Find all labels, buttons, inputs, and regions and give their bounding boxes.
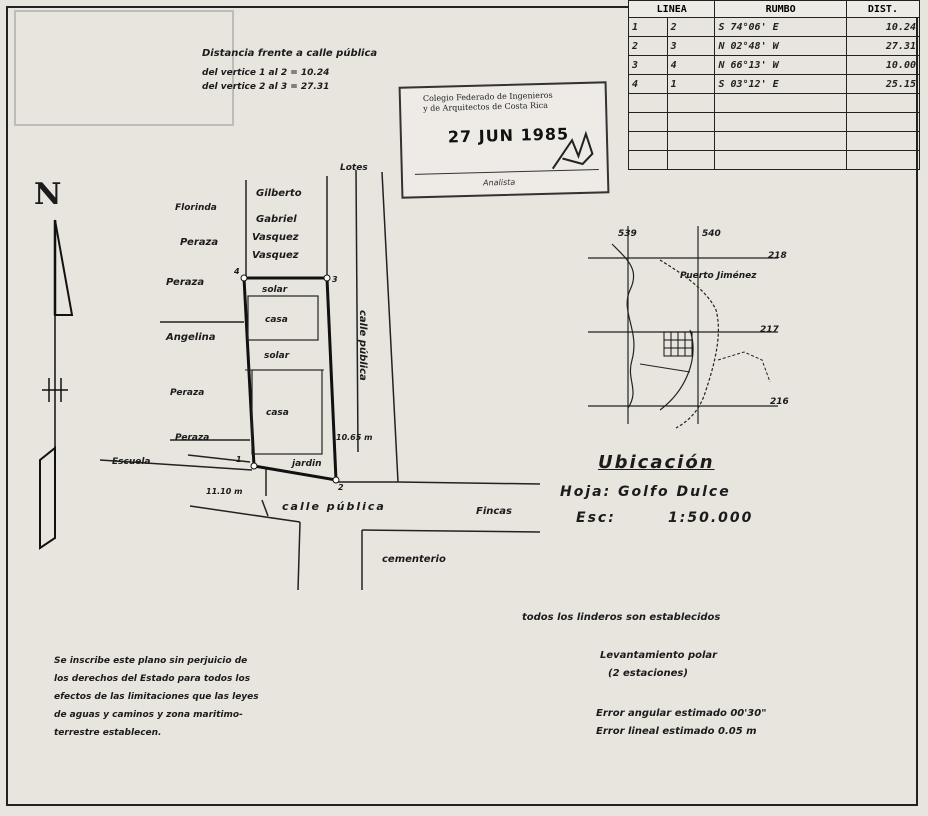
solar-label-2: solar [264,351,290,361]
cell-rumbo: N 66°13' W [715,56,846,75]
street-horizontal-width: 11.10 m [206,487,243,496]
neighbor-peraza-2: Peraza [166,277,205,288]
distance-note-line2: del vertice 1 al 2 = 10.24 [202,68,330,78]
cell-to: 1 [667,75,715,94]
survey-method: Levantamiento polar [600,650,718,661]
legal-note-line3: efectos de las limitaciones que las leyes [54,692,259,702]
cell-dist: 10.24 [846,18,919,37]
legal-note-line5: terrestre establecen. [54,728,162,738]
stamp-footer: Analista [483,177,516,188]
grid-label-540: 540 [702,229,721,239]
cell-to: 2 [667,18,715,37]
lotes-label: Lotes [340,163,368,173]
legal-note-line1: Se inscribe este plano sin perjuicio de [54,656,248,666]
vertex-1: 1 [236,455,242,464]
solar-label-1: solar [262,285,288,295]
legal-note-line2: los derechos del Estado para todos los [54,674,251,684]
header-dist: DIST. [846,1,919,18]
street-vertical-width: 10.65 m [336,433,373,442]
grid-label-217: 217 [760,325,779,335]
neighbor-gabriel: Gabriel [256,214,297,225]
north-letter: N [34,177,62,212]
neighbor-vasquez-2: Vasquez [252,250,299,261]
stamp-org-line1: Colegio Federado de Ingenieros [422,90,553,104]
escuela-label: Escuela [112,457,151,467]
neighbor-lines [100,170,540,590]
vertex-3: 3 [332,275,338,284]
casa-label-1: casa [265,315,288,325]
north-arrow [40,220,72,548]
street-vertical-label: calle pública [357,310,368,381]
casa-label-2: casa [266,408,289,418]
vertex-2: 2 [338,483,344,492]
stamp-date: 27 JUN 1985 [447,124,570,147]
cell-from: 3 [629,56,668,75]
neighbor-peraza-3: Peraza [170,388,205,398]
grid-label-539: 539 [618,229,637,239]
neighbor-florinda: Florinda [175,203,217,213]
cell-dist: 27.31 [846,37,919,56]
sheet-name: Hoja: Golfo Dulce [560,484,731,500]
linderos-note: todos los linderos son establecidos [522,612,721,623]
header-rumbo: RUMBO [715,1,846,18]
header-linea: LINEA [629,1,715,18]
neighbor-gilberto: Gilberto [256,188,302,199]
grid-label-218: 218 [768,251,787,261]
neighbor-vasquez-1: Vasquez [252,232,299,243]
neighbor-peraza-4: Peraza [175,433,210,443]
cell-from: 4 [629,75,668,94]
distance-note-line1: Distancia frente a calle pública [202,48,378,59]
grid-label-216: 216 [770,397,789,407]
neighbor-peraza-1: Peraza [180,237,219,248]
cell-rumbo: N 02°48' W [715,37,846,56]
cell-rumbo: S 74°06' E [715,18,846,37]
survey-stations: (2 estaciones) [608,668,688,679]
cell-to: 3 [667,37,715,56]
distance-note-line3: del vertice 2 al 3 = 27.31 [202,82,330,92]
legal-note-line4: de aguas y caminos y zona maritimo- [54,710,243,720]
street-horizontal-label: calle pública [282,500,386,513]
stamp-org-line2: y de Arquitectos de Costa Rica [423,100,549,114]
cell-to: 4 [667,56,715,75]
jardin-label: jardin [292,459,322,469]
cell-dist: 10.00 [846,56,919,75]
vertex-4: 4 [234,267,240,276]
cell-rumbo: S 03°12' E [715,75,846,94]
linear-error: Error lineal estimado 0.05 m [596,726,757,737]
cementerio-label: cementerio [382,554,446,565]
cell-from: 2 [629,37,668,56]
scale-label: Esc: [576,510,616,526]
scale-value: 1:50.000 [668,510,754,526]
angular-error: Error angular estimado 00'30" [596,708,767,719]
place-puerto-jimenez: Puerto Jiménez [680,271,757,281]
fincas-label: Fincas [476,506,513,517]
cell-from: 1 [629,18,668,37]
parcel-outline [241,275,339,483]
cell-dist: 25.15 [846,75,919,94]
location-inset-map [588,226,778,428]
neighbor-angelina: Angelina [166,332,216,343]
ubicacion-title: Ubicación [598,452,715,473]
